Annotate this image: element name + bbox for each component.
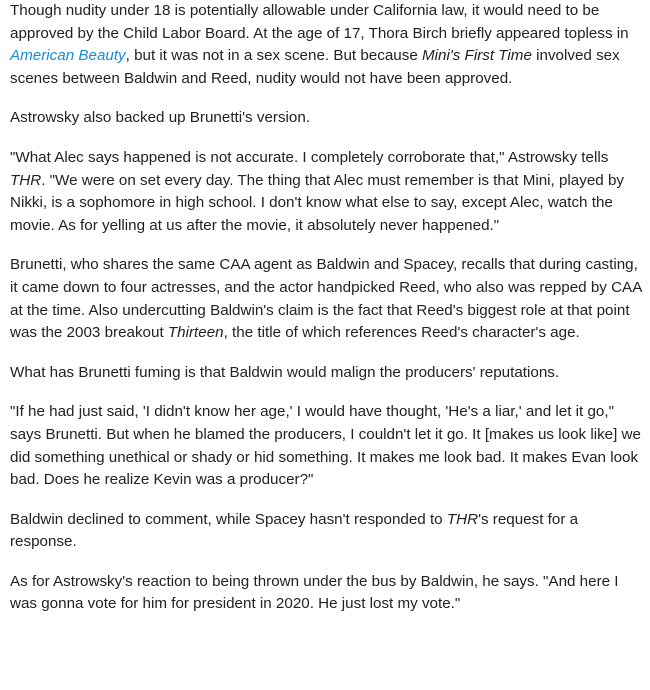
paragraph-text: 's request for a response. xyxy=(10,510,579,551)
paragraph-casting xyxy=(10,254,644,344)
publication-name-thr: THR xyxy=(10,171,42,189)
paragraph-nudity-law xyxy=(10,0,644,90)
paragraph-text: "What Alec says happened is not accurate. I completely corroborate that," Astrowsky tells xyxy=(10,148,609,166)
paragraph-text: Baldwin declined to comment, while Spacey hasn't responded to xyxy=(10,510,447,528)
paragraph-text: Brunetti, who shares the same CAA agent as Baldwin and Spacey, recalls that during casting, it came down to four actresses, and the actor handpicked Reed, who also was repped by CAA at the time. Also undercutting Baldwin's claim is the fact that Reed's biggest role at that point was the 2003 breakout xyxy=(10,256,642,342)
paragraph-text: , but it was not in a sex scene. But because xyxy=(125,47,422,65)
publication-name-thr: THR xyxy=(446,510,479,528)
paragraph-brunetti-fuming: What has Brunetti fuming is that Baldwin would malign the producers' reputations. xyxy=(10,363,560,381)
paragraph-text: . "We were on set every day. The thing that Alec must remember is that Mini, played by Nikki, is a sophomore in high school. I don't know what else to say, except Alec, watch the movie. As for yelling at us after the movie, it absolutely never happened." xyxy=(10,171,624,234)
film-title-thirteen: Thirteen xyxy=(167,324,224,342)
paragraph-astrowsky-backup: Astrowsky also backed up Brunetti's version. xyxy=(10,109,311,127)
paragraph-text: involved sex scenes between Baldwin and Reed, nudity would not have been approved. xyxy=(10,47,620,87)
paragraph-declined-comment xyxy=(10,509,644,554)
paragraph-astrowsky-reaction: As for Astrowsky's reaction to being thrown under the bus by Baldwin, he says. "And here I was gonna vote for him for president in 2020. He just lost my vote." xyxy=(10,572,619,613)
american-beauty-link[interactable]: American Beauty xyxy=(10,47,126,65)
paragraph-text: , the title of which references Reed's character's age. xyxy=(223,324,580,342)
paragraph-brunetti-quote: "If he had just said, 'I didn't know her age,' I would have thought, 'He's a liar,' and let it go," says Brunetti. But when he blamed the producers, I couldn't let it go. It [makes us look like] we did something unethical or shady or hid something. It makes me look bad. It makes Evan look bad. Does he realize Kevin was a producer?" xyxy=(10,403,641,489)
paragraph-text: Though nudity under 18 is potentially allowable under California law, it would need to be approved by the Child Labor Board. At the age of 17, Thora Birch briefly appeared topless in xyxy=(10,2,629,42)
film-title-minis-first-time: Mini's First Time xyxy=(421,47,532,65)
paragraph-astrowsky-quote xyxy=(10,147,644,237)
